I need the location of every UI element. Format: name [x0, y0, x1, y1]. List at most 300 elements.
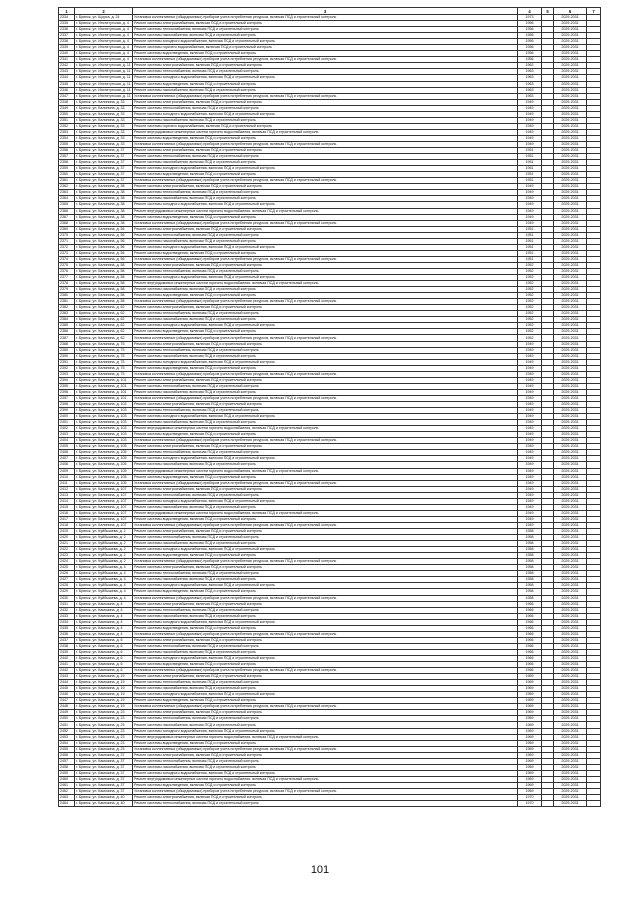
table-cell: 2029-2031 — [554, 686, 587, 692]
table-cell: 1949 — [518, 99, 542, 105]
table-cell: 2029-2031 — [554, 770, 587, 776]
table-cell: 2029-2031 — [554, 795, 587, 801]
table-cell: 2460 — [59, 776, 75, 782]
table-cell: 1951 — [518, 226, 542, 232]
table-cell: 2360 — [59, 172, 75, 178]
table-cell: 1949 — [518, 462, 542, 468]
table-cell: 2029-2031 — [554, 347, 587, 353]
table-cell: 2029-2031 — [554, 135, 587, 141]
table-cell: г. Брянск, ул. Институтская, д. 11 — [76, 87, 131, 92]
table-cell: Ремонт системы электроснабжения, включая ПСД и строительный контроль — [133, 402, 518, 408]
table-cell: Ремонт системы электроснабжения, включая ПСД и строительный контроль — [133, 341, 518, 347]
table-cell: г. Брянск, ул. Институтская, д. 4 — [75, 39, 133, 45]
table-cell: г. Брянск, ул. Институтская, д. 4 — [75, 45, 133, 51]
table-cell: 2029-2031 — [554, 510, 587, 516]
table-cell: Ремонт системы водоотведения, включая ПСД и строительный контроль — [133, 365, 518, 371]
table-cell: г. Брянск, ул. Куйбышева, д. 4 — [75, 589, 133, 595]
table-cell: 2422 — [59, 547, 75, 553]
table-cell: Ремонт внутридомовых инженерных систем горячего водоснабжения, включая ПСД и строительный контроль — [133, 468, 518, 474]
table-cell: 2390 — [59, 353, 75, 359]
table-cell: 2461 — [59, 782, 75, 788]
table-cell: г. Брянск, ул. Камозина, д. 19 — [75, 692, 133, 698]
table-cell: 2375 — [59, 262, 75, 268]
table-cell: г. Брянск, ул. Камозина, д. 37 — [75, 770, 133, 776]
table-cell: 1956 — [518, 27, 542, 33]
table-cell: г. Брянск, ул. Камозина, д. 4 — [75, 601, 133, 607]
table-cell: 2341 — [59, 57, 75, 63]
table-cell: 2029-2031 — [554, 643, 587, 649]
table-cell: Установка коллективных (общедомовых) приборов учета потребления ресурсов, включая ПСД и строительный контроль — [133, 371, 518, 377]
table-cell: 1949 — [518, 117, 542, 123]
table-cell: 1958 — [518, 565, 542, 571]
table-cell: 1958 — [518, 541, 542, 547]
table-cell: 2029-2031 — [554, 69, 587, 75]
table-cell: Ремонт системы теплоснабжения, включая ПСД и строительный контроль — [133, 450, 518, 456]
table-cell: 1966 — [518, 655, 542, 661]
table-cell: 2430 — [59, 595, 75, 601]
table-cell: 2401 — [59, 420, 75, 426]
table-cell: г. Брянск, ул. Камозина, д. 4 — [75, 631, 133, 637]
table-cell: 1949 — [518, 498, 542, 504]
table-cell: 1966 — [518, 631, 542, 637]
table-cell: 1969 — [518, 722, 542, 728]
table-cell: 1966 — [518, 668, 542, 674]
table-cell: Ремонт системы теплоснабжения, включая ПСД и строительный контроль — [133, 154, 518, 160]
table-cell: 2382 — [59, 305, 75, 311]
table-cell: 2029-2031 — [554, 716, 587, 722]
table-cell: 1969 — [518, 728, 542, 734]
table-cell: Установка коллективных (общедомовых) приборов учета потребления ресурсов, включая ПСД и строительный контроль — [133, 141, 518, 147]
table-cell: 1949 — [518, 129, 542, 135]
table-cell: Ремонт системы водоотведения, включая ПСД и строительный контроль — [133, 625, 518, 631]
table-cell: г. Брянск, ул. Камозина, д. 6 — [75, 668, 133, 674]
table-cell: 2412 — [59, 486, 75, 492]
table-cell: 2029-2031 — [554, 359, 587, 365]
table-cell: 2029-2031 — [554, 758, 587, 764]
table-cell: Ремонт внутридомовых инженерных систем горячего водоснабжения, включая ПСД и строительный контроль — [133, 208, 518, 214]
table-cell: г. Брянск, ул. Камозина, д. 37 — [75, 764, 133, 770]
table-cell: Ремонт системы теплоснабжения, включая ПСД и строительный контроль — [133, 190, 518, 196]
table-cell: 1949 — [518, 456, 542, 462]
table-cell: 2029-2031 — [554, 178, 587, 184]
table-cell: 2029-2031 — [554, 377, 587, 383]
table-cell: 2029-2031 — [554, 698, 587, 704]
table-cell: г. Брянск, ул. Камозина, д. 6 — [75, 662, 133, 668]
table-cell: 2415 — [59, 504, 75, 510]
table-cell: г. Брянск, ул. Институтская, д. 4 — [75, 27, 133, 33]
table-cell: 2367 — [59, 214, 75, 220]
table-cell: 2334 — [59, 15, 75, 21]
table-cell: 1952 — [518, 268, 542, 274]
table-cell: г. Брянск, ул. Институтская, д. 11 — [76, 93, 131, 98]
table-cell: г. Брянск, ул. Камозина, д. 4 — [75, 613, 133, 619]
table-cell: 2379 — [59, 287, 75, 293]
table-cell: г. Брянск, ул. Калинина, д. 62 — [75, 335, 133, 341]
table-cell: г. Брянск, ул. Калинина, д. 75 — [75, 341, 133, 347]
table-cell: Ремонт системы холодного водоснабжения, включая ПСД и строительный контроль — [133, 619, 518, 625]
table-cell: г. Брянск, ул. Калинина, д. 105 — [75, 456, 133, 462]
table-cell: г. Брянск, ул. Калинина, д. 105 — [75, 468, 133, 474]
table-cell: Ремонт системы холодного водоснабжения, включая ПСД и строительный контроль — [133, 770, 518, 776]
table-cell: г. Брянск, ул. Куйбышева, д. 2 — [75, 559, 133, 565]
table-cell: 2371 — [59, 238, 75, 244]
table-cell: г. Брянск, ул. Институтская, д. 11 — [76, 69, 131, 74]
table-cell: 2029-2031 — [554, 776, 587, 782]
table-cell: 2029-2031 — [554, 553, 587, 559]
table-cell: 2029-2031 — [554, 341, 587, 347]
table-cell: Ремонт системы водоотведения, включая ПСД и строительный контроль — [133, 51, 518, 57]
table-cell: 2457 — [59, 758, 75, 764]
table-cell: 2029-2031 — [554, 450, 587, 456]
table-cell: г. Брянск, ул. Калинина, д. 37 — [75, 154, 133, 160]
table-cell: 2029-2031 — [554, 782, 587, 788]
table-cell: 2029-2031 — [554, 305, 587, 311]
table-cell: 1956 — [518, 21, 542, 27]
table-cell: 2447 — [59, 698, 75, 704]
table-cell: 1949 — [518, 432, 542, 438]
table-cell: 2029-2031 — [554, 287, 587, 293]
table-cell: 2408 — [59, 462, 75, 468]
table-cell: Ремонт системы холодного водоснабжения, включая ПСД и строительный контроль — [133, 275, 518, 281]
table-cell: 2029-2031 — [554, 474, 587, 480]
table-cell: 1969 — [518, 692, 542, 698]
table-cell: г. Брянск, ул. Куйбышева, д. 4 — [75, 595, 133, 601]
table-cell: 2029-2031 — [554, 15, 587, 21]
table-cell: г. Брянск, ул. Щорса, д. 24 — [75, 15, 133, 21]
table-cell: 2029-2031 — [554, 172, 587, 178]
table-cell: г. Брянск, ул. Институтская, д. 4 — [75, 57, 133, 63]
table-cell: г. Брянск, ул. Камозина, д. 6 — [75, 643, 133, 649]
table-cell: Ремонт системы электроснабжения, включая ПСД и строительный контроль — [133, 752, 518, 758]
table-cell: 2402 — [59, 426, 75, 432]
table-cell: Ремонт системы водоотведения, включая ПСД и строительный контроль — [133, 432, 518, 438]
column-header: 7 — [587, 8, 601, 15]
table-cell: г. Брянск, ул. Калинина, д. 103 — [75, 414, 133, 420]
table-cell: 2398 — [59, 402, 75, 408]
table-cell: Установка коллективных (общедомовых) приборов учета потребления ресурсов, включая ПСД и строительный контроль — [133, 595, 518, 601]
table-cell: Установка коллективных (общедомовых) приборов учета потребления ресурсов, включая ПСД и строительный контроль — [133, 631, 518, 637]
table-cell: 1966 — [518, 613, 542, 619]
table-cell: 2427 — [59, 577, 75, 583]
table-cell: 2029-2031 — [554, 571, 587, 577]
table-cell: г. Брянск, ул. Калинина, д. 58 — [75, 293, 133, 299]
table-cell: г. Брянск, ул. Калинина, д. 105 — [75, 474, 133, 480]
table-cell: 2406 — [59, 450, 75, 456]
table-cell: 1958 — [518, 547, 542, 553]
table-cell: 2029-2031 — [554, 117, 587, 123]
table-cell: г. Брянск, ул. Калинина, д. 37 — [75, 166, 133, 172]
table-cell: г. Брянск, ул. Калинина, д. 75 — [75, 371, 133, 377]
table-cell: г. Брянск, ул. Калинина, д. 107 — [75, 516, 133, 522]
table-cell: 1952 — [518, 262, 542, 268]
table-cell: 1969 — [518, 686, 542, 692]
table-cell: 2381 — [59, 299, 75, 305]
table-cell: 1949 — [518, 214, 542, 220]
table-cell: 2029-2031 — [554, 789, 587, 795]
table-cell: г. Брянск, ул. Калинина, д. 101 — [75, 389, 133, 395]
table-cell: 1963 — [518, 87, 542, 93]
table-cell: г. Брянск, ул. Калинина, д. 56 — [75, 238, 133, 244]
table-cell: г. Брянск, ул. Куйбышева, д. 2 — [75, 541, 133, 547]
table-cell: 2364 — [59, 196, 75, 202]
table-cell: г. Брянск, ул. Камозина, д. 4 — [75, 619, 133, 625]
table-cell: 2336 — [59, 27, 75, 33]
table-cell — [587, 801, 601, 807]
table-cell: 1949 — [518, 474, 542, 480]
table-cell: Ремонт системы электроснабжения, включая ПСД и строительный контроль — [133, 184, 518, 190]
table-cell: 1949 — [518, 510, 542, 516]
table-cell: Ремонт системы водоотведения, включая ПСД и строительный контроль — [133, 662, 518, 668]
table-cell: Ремонт системы теплоснабжения, включая ПСД и строительный контроль — [133, 535, 518, 541]
table-cell: 2029-2031 — [554, 383, 587, 389]
table-cell: 2029-2031 — [554, 547, 587, 553]
table-cell: г. Брянск, ул. Калинина, д. 33 — [75, 123, 133, 129]
table-cell: 1963 — [518, 69, 542, 75]
table-cell: 1949 — [518, 123, 542, 129]
table-cell: 2350 — [59, 111, 75, 117]
table-cell: 2436 — [59, 631, 75, 637]
table-cell: Установка коллективных (общедомовых) приборов учета потребления ресурсов, включая ПСД и строительный контроль — [133, 335, 518, 341]
table-cell: г. Брянск, ул. Калинина, д. 33 — [75, 111, 133, 117]
table-cell: г. Брянск, ул. Камозина, д. 23 — [75, 740, 133, 746]
table-cell: Ремонт системы горячего водоснабжения, включая ПСД и строительный контроль — [133, 123, 518, 129]
table-cell: Установка коллективных (общедомовых) приборов учета потребления ресурсов, включая ПСД и строительный контроль — [133, 178, 518, 184]
column-header: 3 — [133, 8, 518, 15]
table-cell: г. Брянск, ул. Калинина, д. 75 — [75, 365, 133, 371]
table-cell: 2029-2031 — [554, 426, 587, 432]
table-cell: г. Брянск, ул. Калинина, д. 107 — [75, 522, 133, 528]
table-cell: г. Брянск, ул. Калинина, д. 62 — [75, 305, 133, 311]
table-cell: 1969 — [518, 674, 542, 680]
table-cell: 2348 — [59, 99, 75, 105]
table-cell: Ремонт системы водоотведения, включая ПСД и строительный контроль — [133, 293, 518, 299]
table-cell: 1949 — [518, 220, 542, 226]
table-cell: г. Брянск, ул. Калинина, д. 58 — [75, 281, 133, 287]
table-cell: 2029-2031 — [554, 595, 587, 601]
table-cell: г. Брянск, ул. Камозина, д. 23 — [75, 728, 133, 734]
table-cell: 1973 — [518, 15, 542, 21]
table-cell: 2452 — [59, 728, 75, 734]
table-cell: 2355 — [59, 141, 75, 147]
table-cell: Ремонт системы газоснабжения, включая ПСД и строительный контроль — [133, 196, 518, 202]
table-cell: г. Брянск, ул. Калинина, д. 58 — [75, 268, 133, 274]
table-cell: 1949 — [518, 450, 542, 456]
table-cell: Ремонт системы газоснабжения, включая ПСД и строительный контроль — [133, 87, 518, 93]
table-cell: 1969 — [518, 740, 542, 746]
table-cell: 2335 — [59, 21, 75, 27]
table-cell: г. Брянск, ул. Калинина, д. 38 — [75, 214, 133, 220]
table-cell: 1949 — [518, 105, 542, 111]
table-cell: 1949 — [518, 444, 542, 450]
table-cell: 1970 — [518, 801, 542, 807]
table-cell: г. Брянск, ул. Камозина, д. 37 — [75, 782, 133, 788]
table-cell: 2393 — [59, 371, 75, 377]
table-cell: Ремонт системы холодного водоснабжения, включая ПСД и строительный контроль — [133, 323, 518, 329]
table-cell: г. Брянск, ул. Камозина, д. 37 — [75, 776, 133, 782]
table-cell: 2370 — [59, 232, 75, 238]
table-cell: 2429 — [59, 589, 75, 595]
table-cell: г. Брянск, ул. Калинина, д. 37 — [75, 148, 133, 154]
table-cell: г. Брянск, ул. Калинина, д. 38 — [75, 202, 133, 208]
table-cell: г. Брянск, ул. Калинина, д. 37 — [75, 160, 133, 166]
table-cell: Ремонт внутридомовых инженерных систем горячего водоснабжения, включая ПСД и строительный контроль — [133, 776, 518, 782]
table-cell: г. Брянск, ул. Калинина, д. 58 — [75, 262, 133, 268]
table-cell: г. Брянск, ул. Калинина, д. 103 — [75, 438, 133, 444]
table-cell: Ремонт системы электроснабжения, включая ПСД и строительный контроль — [133, 486, 518, 492]
table-cell: 2446 — [59, 692, 75, 698]
table-cell: 2029-2031 — [554, 389, 587, 395]
table-cell: Ремонт системы теплоснабжения, включая ПСД и строительный контроль — [133, 801, 518, 807]
table-cell: г. Брянск, ул. Камозина, д. 23 — [75, 710, 133, 716]
table-cell: г. Брянск, ул. Камозина, д. 37 — [75, 752, 133, 758]
table-cell: г. Брянск, ул. Калинина, д. 33 — [75, 141, 133, 147]
table-cell: 1949 — [518, 426, 542, 432]
table-cell: 2029-2031 — [554, 492, 587, 498]
table-cell: 2029-2031 — [554, 559, 587, 565]
table-cell: 1949 — [518, 353, 542, 359]
table-cell: 1958 — [518, 553, 542, 559]
table-cell: 1951 — [518, 244, 542, 250]
table-cell: Ремонт системы теплоснабжения, включая ПСД и строительный контроль — [133, 311, 518, 317]
table-cell: 2029-2031 — [554, 226, 587, 232]
table-cell: 1969 — [518, 716, 542, 722]
table-cell: г. Брянск, ул. Калинина, д. 62 — [75, 317, 133, 323]
table-cell: 1951 — [518, 250, 542, 256]
table-cell: Ремонт системы холодного водоснабжения, включая ПСД и строительный контроль — [133, 75, 518, 81]
table-cell: г. Брянск, ул. Калинина, д. 107 — [75, 504, 133, 510]
table-cell: г. Брянск, ул. Институтская, д. 11 — [76, 63, 131, 68]
table-cell: 1949 — [518, 516, 542, 522]
table-cell: 2409 — [59, 468, 75, 474]
table-cell: Ремонт системы холодного водоснабжения, включая ПСД и строительный контроль — [133, 655, 518, 661]
table-cell: 1966 — [518, 649, 542, 655]
table-cell: Ремонт системы холодного водоснабжения, включая ПСД и строительный контроль — [133, 692, 518, 698]
table-cell: 1966 — [518, 625, 542, 631]
table-cell: 2029-2031 — [554, 111, 587, 117]
table-cell: Ремонт системы электроснабжения, включая ПСД и строительный контроль — [133, 444, 518, 450]
table-cell: 2029-2031 — [554, 444, 587, 450]
table-cell: 2029-2031 — [554, 39, 587, 45]
table-cell: 2463 — [59, 795, 75, 801]
table-cell: г. Брянск, ул. Куйбышева, д. 4 — [75, 583, 133, 589]
table-cell: Установка коллективных (общедомовых) приборов учета потребления ресурсов, включая ПСД и строительный контроль — [133, 480, 518, 486]
table-cell: г. Брянск, ул. Калинина, д. 56 — [75, 256, 133, 262]
table-cell: г. Брянск, ул. Калинина, д. 56 — [75, 244, 133, 250]
table-cell: г. Брянск, ул. Калинина, д. 101 — [75, 383, 133, 389]
table-cell: г. Брянск, ул. Калинина, д. 56 — [75, 250, 133, 256]
table-cell: 2359 — [59, 166, 75, 172]
table-cell: 2029-2031 — [554, 752, 587, 758]
table-cell: г. Брянск, ул. Камозина, д. 4 — [75, 607, 133, 613]
table-cell: Ремонт системы теплоснабжения, включая ПСД и строительный контроль — [133, 383, 518, 389]
table-cell: Ремонт системы теплоснабжения, включая ПСД и строительный контроль — [133, 607, 518, 613]
table-cell: 2029-2031 — [554, 148, 587, 154]
table-cell: 2420 — [59, 535, 75, 541]
table-cell: 2346 — [59, 87, 75, 93]
table-cell: 2029-2031 — [554, 408, 587, 414]
table-cell: 1958 — [518, 577, 542, 583]
table-cell: Установка коллективных (общедомовых) приборов учета потребления ресурсов, включая ПСД и строительный контроль — [133, 559, 518, 565]
table-cell: Ремонт системы газоснабжения, включая ПСД и строительный контроль — [133, 353, 518, 359]
table-cell: 1963 — [518, 81, 542, 87]
table-cell: Ремонт системы холодного водоснабжения, включая ПСД и строительный контроль — [133, 498, 518, 504]
table-cell: 2029-2031 — [554, 232, 587, 238]
table-cell: г. Брянск, ул. Камозина, д. 19 — [75, 686, 133, 692]
table-cell: г. Брянск, ул. Куйбышева, д. 4 — [75, 565, 133, 571]
table-cell: Ремонт системы холодного водоснабжения, включая ПСД и строительный контроль — [133, 583, 518, 589]
table-cell: Ремонт системы водоотведения, включая ПСД и строительный контроль — [133, 516, 518, 522]
table-cell: 1952 — [518, 287, 542, 293]
table-cell: 2029-2031 — [554, 565, 587, 571]
table-cell: 2410 — [59, 474, 75, 480]
table-cell: 1951 — [518, 148, 542, 154]
table-cell: 2431 — [59, 601, 75, 607]
table-cell: г. Брянск, ул. Калинина, д. 33 — [75, 135, 133, 141]
table-cell: г. Брянск, ул. Калинина, д. 103 — [75, 408, 133, 414]
table-cell: 2435 — [59, 625, 75, 631]
table-cell: 1969 — [518, 752, 542, 758]
table-cell: Ремонт системы газоснабжения, включая ПСД и строительный контроль — [133, 160, 518, 166]
table-cell: Ремонт системы теплоснабжения, включая ПСД и строительный контроль — [133, 347, 518, 353]
table-cell: 2395 — [59, 383, 75, 389]
table-cell: Ремонт системы электроснабжения, включая ПСД и строительный контроль — [133, 377, 518, 383]
table-cell: 2029-2031 — [554, 522, 587, 528]
table-cell: г. Брянск, ул. Калинина, д. 38 — [75, 208, 133, 214]
table-cell: 2437 — [59, 637, 75, 643]
table-cell: 1951 — [518, 256, 542, 262]
table-cell: 2029-2031 — [554, 214, 587, 220]
table-cell: г. Брянск, ул. Калинина, д. 107 — [75, 510, 133, 516]
table-cell: Ремонт системы теплоснабжения, включая ПСД и строительный контроль — [133, 492, 518, 498]
table-cell: 2029-2031 — [554, 535, 587, 541]
table-cell: 2029-2031 — [554, 516, 587, 522]
table-cell: 1969 — [518, 710, 542, 716]
table-cell: г. Брянск, ул. Камозина, д. 19 — [75, 698, 133, 704]
table-cell: 2029-2031 — [554, 371, 587, 377]
repair-schedule-table — [58, 7, 601, 807]
table-cell: Ремонт внутридомовых инженерных систем горячего водоснабжения, включая ПСД и строительный контроль — [133, 129, 518, 135]
table-cell: 1966 — [518, 601, 542, 607]
table-cell: г. Брянск, ул. Калинина, д. 75 — [75, 347, 133, 353]
table-cell: Ремонт системы газоснабжения, включая ПСД и строительный контроль — [133, 389, 518, 395]
table-cell: 2423 — [59, 553, 75, 559]
table-cell: Ремонт системы водоотведения, включая ПСД и строительный контроль — [133, 214, 518, 220]
table-cell: 1949 — [518, 480, 542, 486]
table-cell: 2433 — [59, 613, 75, 619]
table-cell: г. Брянск, ул. Калинина, д. 105 — [75, 450, 133, 456]
table-cell: 2440 — [59, 655, 75, 661]
table-cell: 1949 — [518, 196, 542, 202]
table-cell: 2432 — [59, 607, 75, 613]
table-cell: Ремонт системы водоотведения, включая ПСД и строительный контроль — [133, 250, 518, 256]
table-cell: 1949 — [518, 468, 542, 474]
table-cell: Ремонт системы электроснабжения, включая ПСД и строительный контроль — [133, 795, 518, 801]
table-cell: 2417 — [59, 516, 75, 522]
table-cell: 2029-2031 — [554, 87, 587, 93]
table-cell: 2029-2031 — [554, 281, 587, 287]
table-cell: 2413 — [59, 492, 75, 498]
table-cell: 2029-2031 — [554, 631, 587, 637]
table-cell: 2385 — [59, 323, 75, 329]
table-cell: Установка коллективных (общедомовых) приборов учета потребления ресурсов, включая ПСД и строительный контроль — [133, 220, 518, 226]
table-cell: 2029-2031 — [554, 154, 587, 160]
table-cell: 2029-2031 — [554, 57, 587, 63]
table-cell: 2419 — [59, 528, 75, 534]
table-cell: 1951 — [518, 154, 542, 160]
table-cell: 2347 — [59, 93, 75, 99]
table-cell: г. Брянск, ул. Калинина, д. 37 — [75, 178, 133, 184]
table-cell: Установка коллективных (общедомовых) приборов учета потребления ресурсов, включая ПСД и строительный контроль — [133, 15, 518, 21]
